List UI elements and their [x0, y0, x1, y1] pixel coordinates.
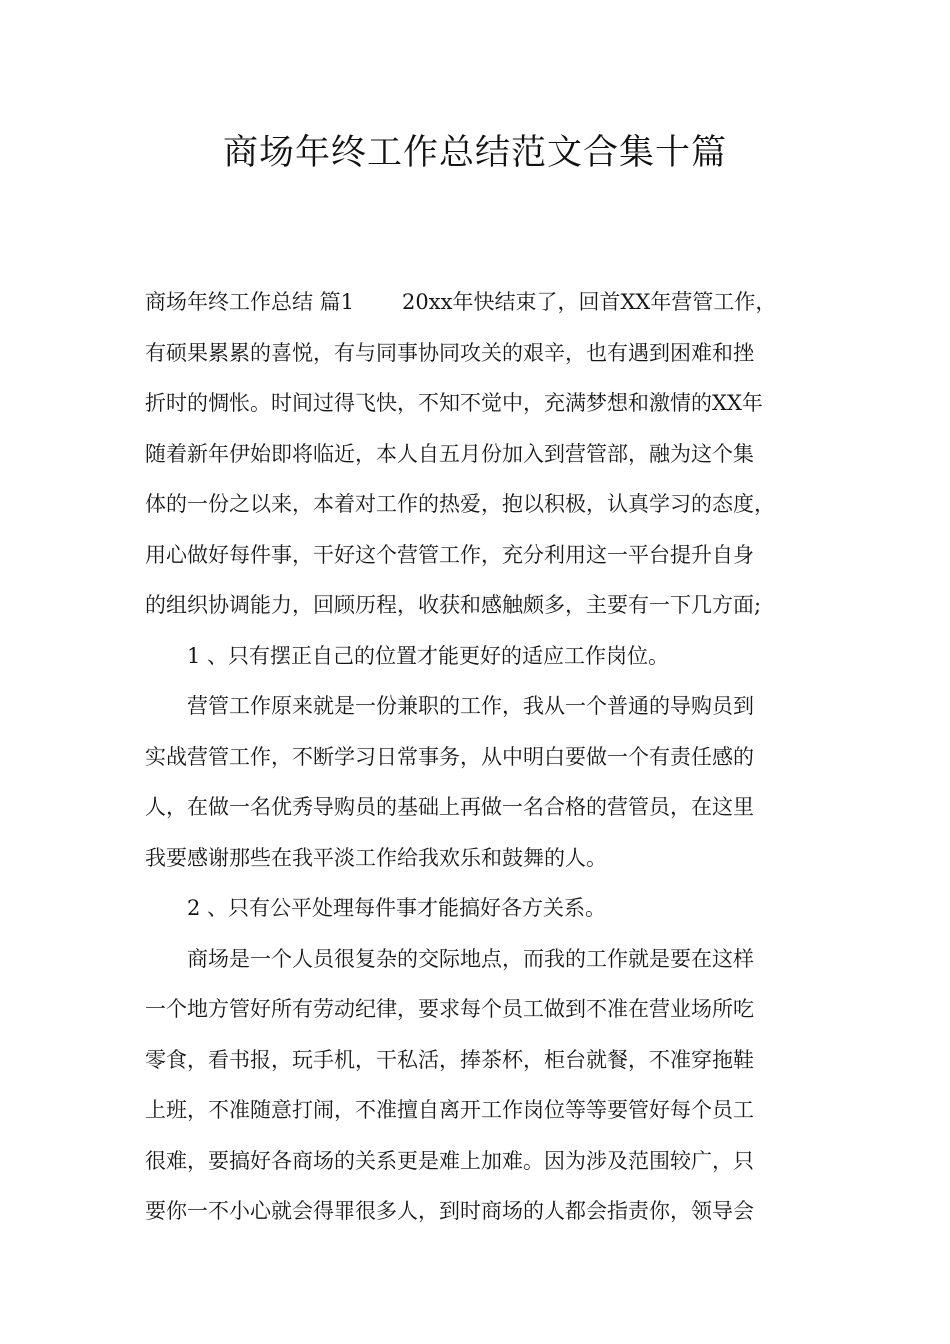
body-line-3: 折时的惆怅。时间过得飞快，不知不觉中，充满梦想和激情的XX年 — [145, 391, 763, 415]
body-line-11: 人，在做一名优秀导购员的基础上再做一名合格的营管员，在这里 — [145, 795, 754, 819]
body-line-2: 有硕果累累的喜悦，有与同事协同攻关的艰辛，也有遇到困难和挫 — [145, 340, 754, 365]
body-line-1-text: 20xx年快结束了，回首XX年营管工作， — [402, 290, 777, 314]
body-line-18: 很难，要搞好各商场的关系更是难上加难。因为涉及范围较广，只 — [145, 1148, 754, 1173]
body-line-5: 体的一份之以来，本着对工作的热爱，抱以积极，认真学习的态度， — [145, 492, 775, 516]
body-line-19: 要你一不小心就会得罪很多人，到时商场的人都会指责你，领导会 — [145, 1199, 754, 1223]
body-line-12: 我要感谢那些在我平淡工作给我欢乐和鼓舞的人。 — [145, 845, 607, 870]
body-line-6: 用心做好每件事，干好这个营管工作，充分利用这一平台提升自身 — [145, 542, 754, 567]
body-line-1 — [145, 282, 835, 333]
body-line-15: 一个地方管好所有劳动纪律，要求每个员工做到不准在营业场所吃 — [145, 997, 754, 1021]
body-line-9: 营管工作原来就是一份兼职的工作，我从一个普通的导购员到 — [187, 694, 754, 718]
body-line-14: 商场是一个人员很复杂的交际地点，而我的工作就是要在这样 — [187, 946, 754, 971]
list-item-1: 1 、只有摆正自己的位置才能更好的适应工作岗位。 — [187, 643, 670, 668]
body-line-10: 实战营管工作，不断学习日常事务，从中明白要做一个有责任感的 — [145, 744, 754, 769]
document-title: 商场年终工作总结范文合集十篇 — [222, 133, 727, 173]
list-item-2: 2 、只有公平处理每件事才能搞好各方关系。 — [187, 896, 607, 920]
section-heading: 商场年终工作总结 篇1 — [145, 290, 355, 314]
body-line-4: 随着新年伊始即将临近，本人自五月份加入到营管部，融为这个集 — [145, 441, 754, 466]
document-body — [145, 282, 835, 1242]
body-line-17: 上班，不准随意打闹，不准擅自离开工作岗位等等要管好每个员工 — [145, 1098, 754, 1122]
body-line-7: 的组织协调能力，回顾历程，收获和感触颇多，主要有一下几方面; — [145, 593, 762, 617]
body-line-16: 零食，看书报，玩手机，干私活，捧茶杯，柜台就餐，不准穿拖鞋 — [145, 1047, 754, 1072]
